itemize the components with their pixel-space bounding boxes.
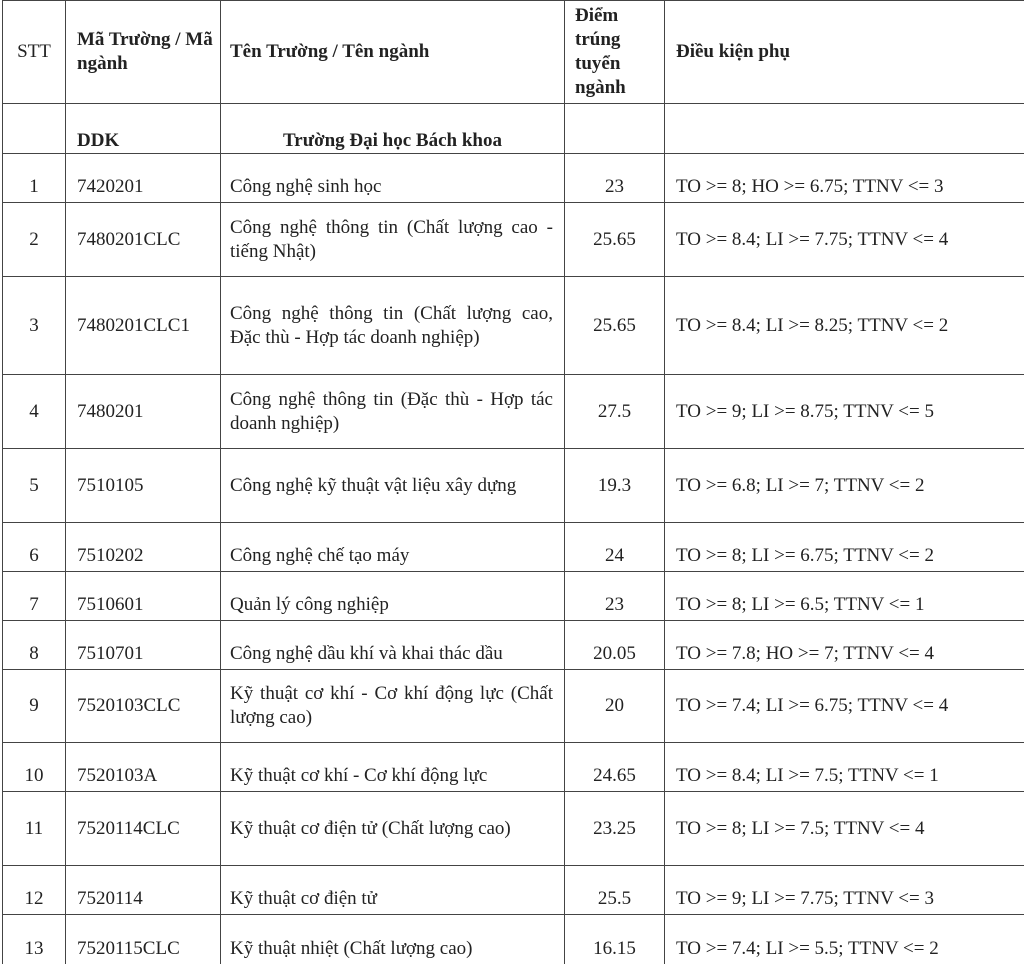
row-name: Kỹ thuật cơ điện tử (Chất lượng cao)	[221, 792, 565, 866]
row-code: 7520103CLC	[66, 670, 221, 743]
row-score: 24.65	[565, 743, 665, 792]
row-score: 23.25	[565, 792, 665, 866]
school-code: DDK	[66, 104, 221, 154]
row-score: 16.15	[565, 915, 665, 964]
table-row	[3, 154, 1024, 203]
row-name: Công nghệ thông tin (Đặc thù - Hợp tác doanh nghiệp)	[221, 375, 565, 449]
row-stt: 3	[3, 277, 66, 375]
row-condition: TO >= 8; HO >= 6.75; TTNV <= 3	[665, 154, 1024, 203]
table-row	[3, 670, 1024, 743]
row-name: Kỹ thuật cơ khí - Cơ khí động lực (Chất lượng cao)	[221, 670, 565, 743]
row-score: 20.05	[565, 621, 665, 670]
school-row	[3, 104, 1024, 154]
row-name: Công nghệ thông tin (Chất lượng cao - tiếng Nhật)	[221, 203, 565, 277]
row-stt: 10	[3, 743, 66, 792]
row-condition: TO >= 7.4; LI >= 6.75; TTNV <= 4	[665, 670, 1024, 743]
row-condition: TO >= 8; LI >= 6.5; TTNV <= 1	[665, 572, 1024, 621]
row-name: Công nghệ kỹ thuật vật liệu xây dựng	[221, 449, 565, 523]
row-condition: TO >= 6.8; LI >= 7; TTNV <= 2	[665, 449, 1024, 523]
row-score: 25.5	[565, 866, 665, 915]
header-condition: Điều kiện phụ	[665, 1, 1024, 104]
row-stt: 12	[3, 866, 66, 915]
row-code: 7480201CLC	[66, 203, 221, 277]
row-code: 7480201	[66, 375, 221, 449]
row-score: 27.5	[565, 375, 665, 449]
table-row	[3, 203, 1024, 277]
school-stt-cell	[3, 104, 66, 154]
row-condition: TO >= 7.4; LI >= 5.5; TTNV <= 2	[665, 915, 1024, 964]
row-name: Công nghệ dầu khí và khai thác dầu	[221, 621, 565, 670]
school-name: Trường Đại học Bách khoa	[221, 104, 565, 154]
row-name: Công nghệ chế tạo máy	[221, 523, 565, 572]
row-condition: TO >= 8.4; LI >= 8.25; TTNV <= 2	[665, 277, 1024, 375]
row-code: 7520103A	[66, 743, 221, 792]
row-score: 25.65	[565, 277, 665, 375]
row-name: Công nghệ sinh học	[221, 154, 565, 203]
row-code: 7480201CLC1	[66, 277, 221, 375]
row-score: 23	[565, 154, 665, 203]
row-code: 7510701	[66, 621, 221, 670]
row-code: 7520114CLC	[66, 792, 221, 866]
table-row	[3, 743, 1024, 792]
row-code: 7510601	[66, 572, 221, 621]
row-name: Kỹ thuật cơ điện tử	[221, 866, 565, 915]
row-code: 7510105	[66, 449, 221, 523]
row-stt: 8	[3, 621, 66, 670]
row-condition: TO >= 7.8; HO >= 7; TTNV <= 4	[665, 621, 1024, 670]
row-condition: TO >= 8; LI >= 6.75; TTNV <= 2	[665, 523, 1024, 572]
row-condition: TO >= 8.4; LI >= 7.5; TTNV <= 1	[665, 743, 1024, 792]
row-code: 7520115CLC	[66, 915, 221, 964]
row-stt: 13	[3, 915, 66, 964]
table-row	[3, 915, 1024, 964]
row-name: Kỹ thuật cơ khí - Cơ khí động lực	[221, 743, 565, 792]
row-code: 7520114	[66, 866, 221, 915]
table-row	[3, 866, 1024, 915]
row-condition: TO >= 9; LI >= 7.75; TTNV <= 3	[665, 866, 1024, 915]
row-condition: TO >= 9; LI >= 8.75; TTNV <= 5	[665, 375, 1024, 449]
row-score: 23	[565, 572, 665, 621]
row-stt: 2	[3, 203, 66, 277]
row-stt: 9	[3, 670, 66, 743]
table-row	[3, 572, 1024, 621]
row-condition: TO >= 8; LI >= 7.5; TTNV <= 4	[665, 792, 1024, 866]
header-name: Tên Trường / Tên ngành	[221, 1, 565, 104]
row-condition: TO >= 8.4; LI >= 7.75; TTNV <= 4	[665, 203, 1024, 277]
row-stt: 4	[3, 375, 66, 449]
row-name: Công nghệ thông tin (Chất lượng cao, Đặc thù - Hợp tác doanh nghiệp)	[221, 277, 565, 375]
row-stt: 11	[3, 792, 66, 866]
row-code: 7510202	[66, 523, 221, 572]
header-code: Mã Trường / Mã ngành	[66, 1, 221, 104]
table-row	[3, 523, 1024, 572]
header-score: Điểm trúng tuyển ngành	[565, 1, 665, 104]
table-row	[3, 621, 1024, 670]
row-stt: 1	[3, 154, 66, 203]
header-row	[3, 1, 1024, 104]
admission-score-table	[2, 0, 1024, 964]
row-name: Quản lý công nghiệp	[221, 572, 565, 621]
row-score: 24	[565, 523, 665, 572]
row-score: 25.65	[565, 203, 665, 277]
row-score: 19.3	[565, 449, 665, 523]
header-stt: STT	[3, 1, 66, 104]
table-row	[3, 449, 1024, 523]
table-row	[3, 792, 1024, 866]
row-code: 7420201	[66, 154, 221, 203]
school-score-cell	[565, 104, 665, 154]
row-name: Kỹ thuật nhiệt (Chất lượng cao)	[221, 915, 565, 964]
table-row	[3, 375, 1024, 449]
table-row	[3, 277, 1024, 375]
row-stt: 5	[3, 449, 66, 523]
row-stt: 7	[3, 572, 66, 621]
row-score: 20	[565, 670, 665, 743]
school-condition-cell	[665, 104, 1024, 154]
row-stt: 6	[3, 523, 66, 572]
